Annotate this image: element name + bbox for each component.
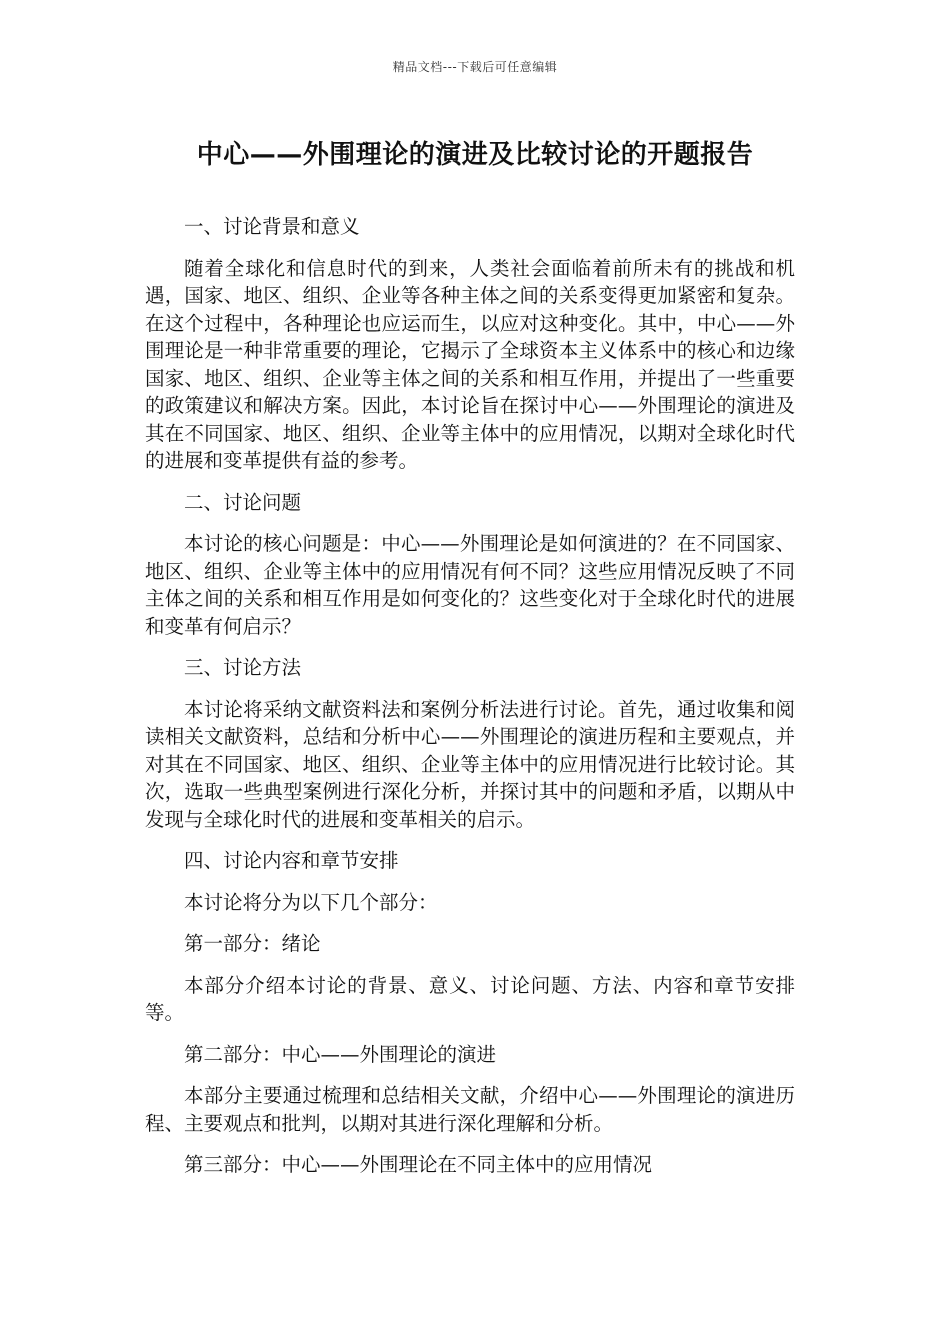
part-two-heading: 第二部分：中心——外围理论的演进 <box>184 1042 497 1066</box>
part-two-paragraph: 本部分主要通过梳理和总结相关文献，介绍中心——外围理论的演进历程、主要观点和批判，以期对其进行深化理解和分析。 <box>145 1084 795 1135</box>
part-one-heading: 第一部分：绪论 <box>184 932 321 955</box>
paragraph-questions: 本讨论的核心问题是：中心——外围理论是如何演进的？在不同国家、地区、组织、企业等主体中的应用情况有何不同？这些应用情况反映了不同主体之间的关系和相互作用是如何变化的？这些变化对于全球化时代的进展和变革有何启示？ <box>145 532 795 638</box>
header-note: 精品文档---下载后可任意编辑 <box>392 60 558 74</box>
section-heading-questions: 二、讨论问题 <box>184 490 302 514</box>
document-body <box>145 213 795 1193</box>
section-heading-background: 一、讨论背景和意义 <box>184 215 360 238</box>
paragraph-methods: 本讨论将采纳文献资料法和案例分析法进行讨论。首先，通过收集和阅读相关文献资料，总结和分析中心——外围理论的演进历程和主要观点，并对其在不同国家、地区、组织、企业等主体中的应用情况进行比较讨论。其次，选取一些典型案例进行深化分析，并探讨其中的问题和矛盾，以期从中发现与全球化时代的进展和变革相关的启示。 <box>145 697 795 831</box>
section-heading-methods: 三、讨论方法 <box>184 656 302 679</box>
document-title: 中心——外围理论的演进及比较讨论的开题报告 <box>196 140 754 170</box>
paragraph-content-intro: 本讨论将分为以下几个部分： <box>184 890 438 914</box>
part-one-paragraph: 本部分介绍本讨论的背景、意义、讨论问题、方法、内容和章节安排等。 <box>145 973 795 1024</box>
section-heading-content: 四、讨论内容和章节安排 <box>184 849 399 872</box>
part-three-heading: 第三部分：中心——外围理论在不同主体中的应用情况 <box>184 1153 653 1176</box>
paragraph-background: 随着全球化和信息时代的到来，人类社会面临着前所未有的挑战和机遇，国家、地区、组织、企业等各种主体之间的关系变得更加紧密和复杂。在这个过程中，各种理论也应运而生，以应对这种变化。其中，中心——外围理论是一种非常重要的理论，它揭示了全球资本主义体系中的核心和边缘国家、地区、组织、企业等主体之间的关系和相互作用，并提出了一些重要的政策建议和解决方案。因此，本讨论旨在探讨中心——外围理论的演进及其在不同国家、地区、组织、企业等主体中的应用情况，以期对全球化时代的进展和变革提供有益的参考。 <box>145 256 795 472</box>
